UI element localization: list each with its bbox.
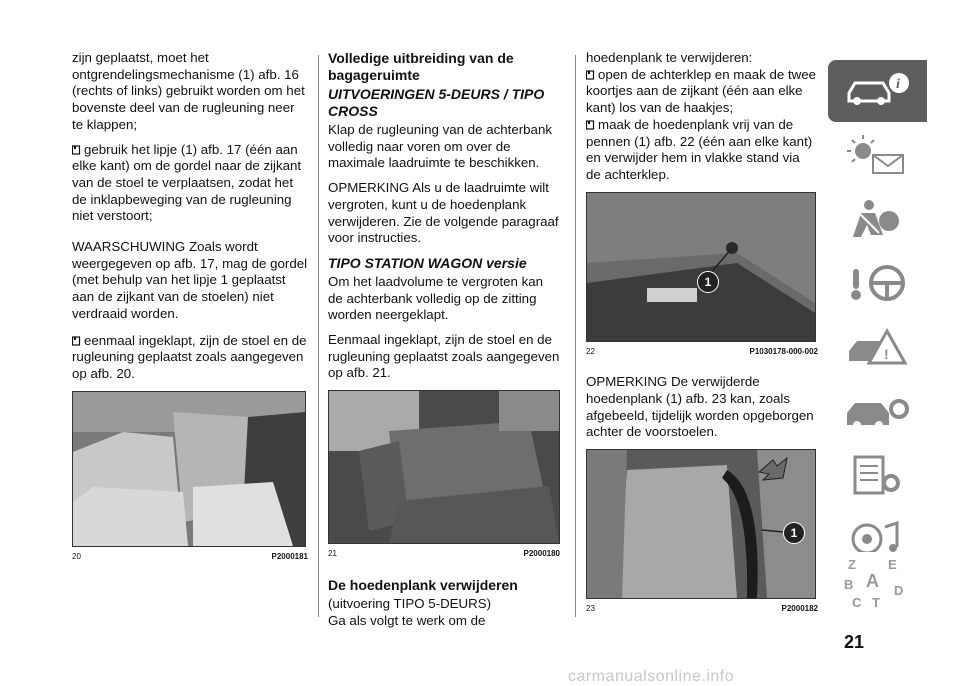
svg-text:i: i bbox=[895, 77, 900, 92]
column-right bbox=[586, 50, 818, 618]
subsection-heading: UITVOERINGEN 5-DEURS / TIPO CROSS bbox=[328, 86, 545, 119]
tab-index[interactable] bbox=[828, 552, 927, 614]
section-heading: Volledige uitbreiding van de bagageruimte bbox=[328, 50, 514, 83]
figure-code: P2000181 bbox=[271, 551, 308, 561]
figure-21-caption bbox=[328, 546, 560, 563]
technical-data-icon bbox=[843, 453, 913, 497]
figure-code: P2000182 bbox=[781, 604, 818, 614]
figure-21-image bbox=[328, 390, 560, 544]
car-maintenance-icon bbox=[843, 389, 913, 433]
paragraph: zijn geplaatst, moet het ontgrendelingsmechanisme (1) afb. 16 (rechts of links) gebruikt worden om het bovenste deel van de rugleuning neer te klappen; bbox=[72, 50, 305, 132]
bullet-item: eenmaal ingeklapt, zijn de stoel en de rugleuning geplaatst zoals aangegeven op afb. 20. bbox=[72, 332, 307, 381]
bullet-item: open de achterklep en maak de twee koortjes aan de zijkant (één aan elke kant) los van de haakjes; bbox=[586, 66, 817, 116]
figure-23-caption bbox=[586, 601, 818, 618]
callout-marker: 1 bbox=[783, 522, 805, 544]
column-divider bbox=[318, 55, 319, 617]
tab-technical-data[interactable] bbox=[828, 444, 927, 506]
figure-20-caption bbox=[72, 549, 308, 566]
paragraph: hoedenplank te verwijderen: bbox=[586, 50, 753, 65]
watermark: carmanualsonline.info bbox=[568, 668, 735, 685]
tab-emergency[interactable] bbox=[828, 316, 927, 378]
paragraph: Eenmaal ingeklapt, zijn de stoel en de rugleuning geplaatst zoals aangegeven op afb. 21. bbox=[328, 332, 560, 381]
figure-22-caption bbox=[586, 344, 818, 361]
dashboard-lights-icon bbox=[843, 133, 913, 177]
callout-marker: 1 bbox=[697, 271, 719, 293]
index-letter: A bbox=[865, 571, 879, 591]
index-letter: T bbox=[871, 595, 880, 610]
figure-22-image bbox=[586, 192, 816, 342]
parcel-shelf-stored-illustration bbox=[587, 450, 815, 598]
parcel-shelf-pin-illustration bbox=[587, 193, 815, 341]
column-left bbox=[72, 50, 308, 565]
emergency-icon bbox=[843, 325, 913, 369]
tab-safety[interactable] bbox=[828, 188, 927, 250]
figure-number: 23 bbox=[586, 604, 595, 614]
figure-code: P1030178-000-002 bbox=[749, 346, 818, 356]
svg-text:!: ! bbox=[883, 346, 889, 362]
figure-number: 22 bbox=[586, 346, 595, 356]
station-wagon-seat-folded-illustration bbox=[329, 391, 559, 543]
column-middle bbox=[328, 50, 560, 637]
subsection-heading: TIPO STATION WAGON versie bbox=[328, 254, 527, 271]
index-letter: D bbox=[893, 583, 903, 598]
warning-paragraph: WAARSCHUWING Zoals wordt weergegeven op afb. 17, mag de gordel (met behulp van het lipje 1 geplaatst aan de zijkant van de stoelen) niet verdraaid worden. bbox=[72, 239, 308, 321]
section-heading: De hoedenplank verwijderen bbox=[328, 576, 518, 593]
figure-23-image bbox=[586, 449, 816, 599]
figure-number: 20 bbox=[72, 551, 81, 561]
paragraph: Klap de rugleuning van de achterbank volledig naar voren om over de maximale laadruimte te beschikken. bbox=[328, 122, 552, 171]
bullet-item: gebruik het lipje (1) afb. 17 (één aan elke kant) om de gordel naar de zijkant van de stoel te verplaatsen, zodat het de inklapbeweging van de rugleuning niet verstoort; bbox=[72, 141, 302, 224]
car-info-icon bbox=[843, 71, 913, 111]
bullet-item: maak de hoedenplank vrij van de pennen (1) afb. 22 (één aan elke kant) en verwijder hem in vlakke stand via de achterklep. bbox=[586, 116, 813, 182]
steering-wheel-icon bbox=[843, 261, 913, 305]
bullet-icon bbox=[586, 117, 598, 134]
figure-number: 21 bbox=[328, 549, 337, 559]
rear-seat-folded-illustration bbox=[73, 392, 305, 546]
index-letter: Z bbox=[847, 557, 856, 572]
tab-maintenance[interactable] bbox=[828, 380, 927, 442]
index-letter: E bbox=[887, 557, 897, 572]
page-number: 21 bbox=[844, 632, 865, 652]
note-paragraph: OPMERKING De verwijderde hoedenplank (1) afb. 23 kan, zoals afgebeeld, tijdelijk worden opgeborgen achter de voorstoelen. bbox=[586, 374, 814, 440]
note-paragraph: OPMERKING Als u de laadruimte wilt vergroten, kunt u de hoedenplank verwijderen. Zie de volgende paragraaf voor instructies. bbox=[328, 180, 559, 246]
tab-car-info[interactable] bbox=[828, 60, 927, 122]
figure-code: P2000180 bbox=[523, 549, 560, 559]
index-letter: C bbox=[851, 595, 861, 610]
figure-20-image bbox=[72, 391, 306, 547]
paragraph: Om het laadvolume te vergroten kan de achterbank volledig op de zitting worden neergeklapt. bbox=[328, 273, 544, 323]
index-letter: B bbox=[843, 577, 853, 592]
tab-dashboard-lights[interactable] bbox=[828, 124, 927, 186]
tab-starting-driving[interactable] bbox=[828, 252, 927, 314]
safety-airbag-icon bbox=[843, 197, 913, 241]
index-icon bbox=[838, 555, 918, 611]
bullet-icon bbox=[72, 333, 84, 350]
bullet-icon bbox=[586, 67, 598, 84]
bullet-icon bbox=[72, 142, 84, 159]
column-divider bbox=[575, 55, 576, 617]
paragraph: (uitvoering TIPO 5-DEURS) bbox=[328, 595, 492, 611]
paragraph: Ga als volgt te werk om de bbox=[328, 612, 486, 628]
